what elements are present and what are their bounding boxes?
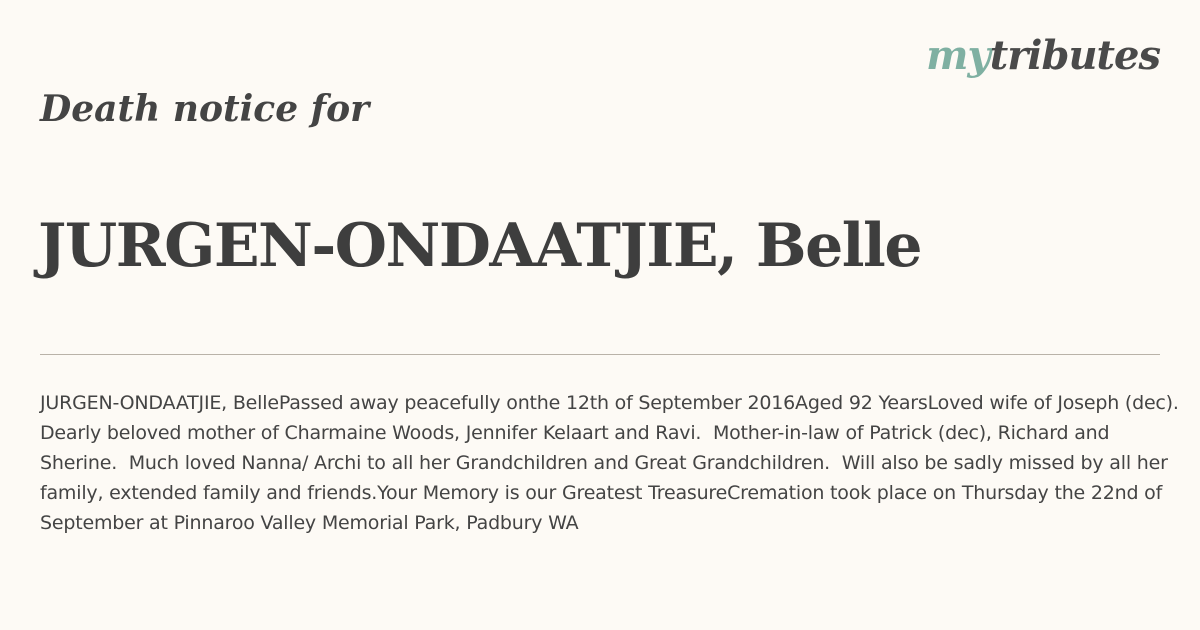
page-kicker: Death notice for bbox=[40, 88, 370, 130]
mytributes-logo[interactable] bbox=[926, 32, 1160, 79]
logo-tributes: tributes bbox=[989, 32, 1160, 79]
deceased-name: JURGEN-ONDAATJIE, Belle bbox=[38, 211, 922, 281]
notice-text: JURGEN-ONDAATJIE, BellePassed away peacefully onthe 12th of September 2016Aged 92 YearsLoved wife of Joseph (dec). Dearly beloved mother of Charmaine Woods, Jennifer Kelaart and Ravi. Mother-in-law of Patrick (dec), Richard and Sherine. Much loved Nanna/ Archi to all her Grandchildren and Great Grandchildren. Will also be sadly missed by all her family, extended family and friends.Your Memory is our Greatest TreasureCremation took place on Thursday the 22nd of September at Pinnaroo Valley Memorial Park, Padbury WA bbox=[40, 392, 1185, 534]
divider bbox=[40, 354, 1160, 355]
logo-my: my bbox=[926, 32, 990, 79]
